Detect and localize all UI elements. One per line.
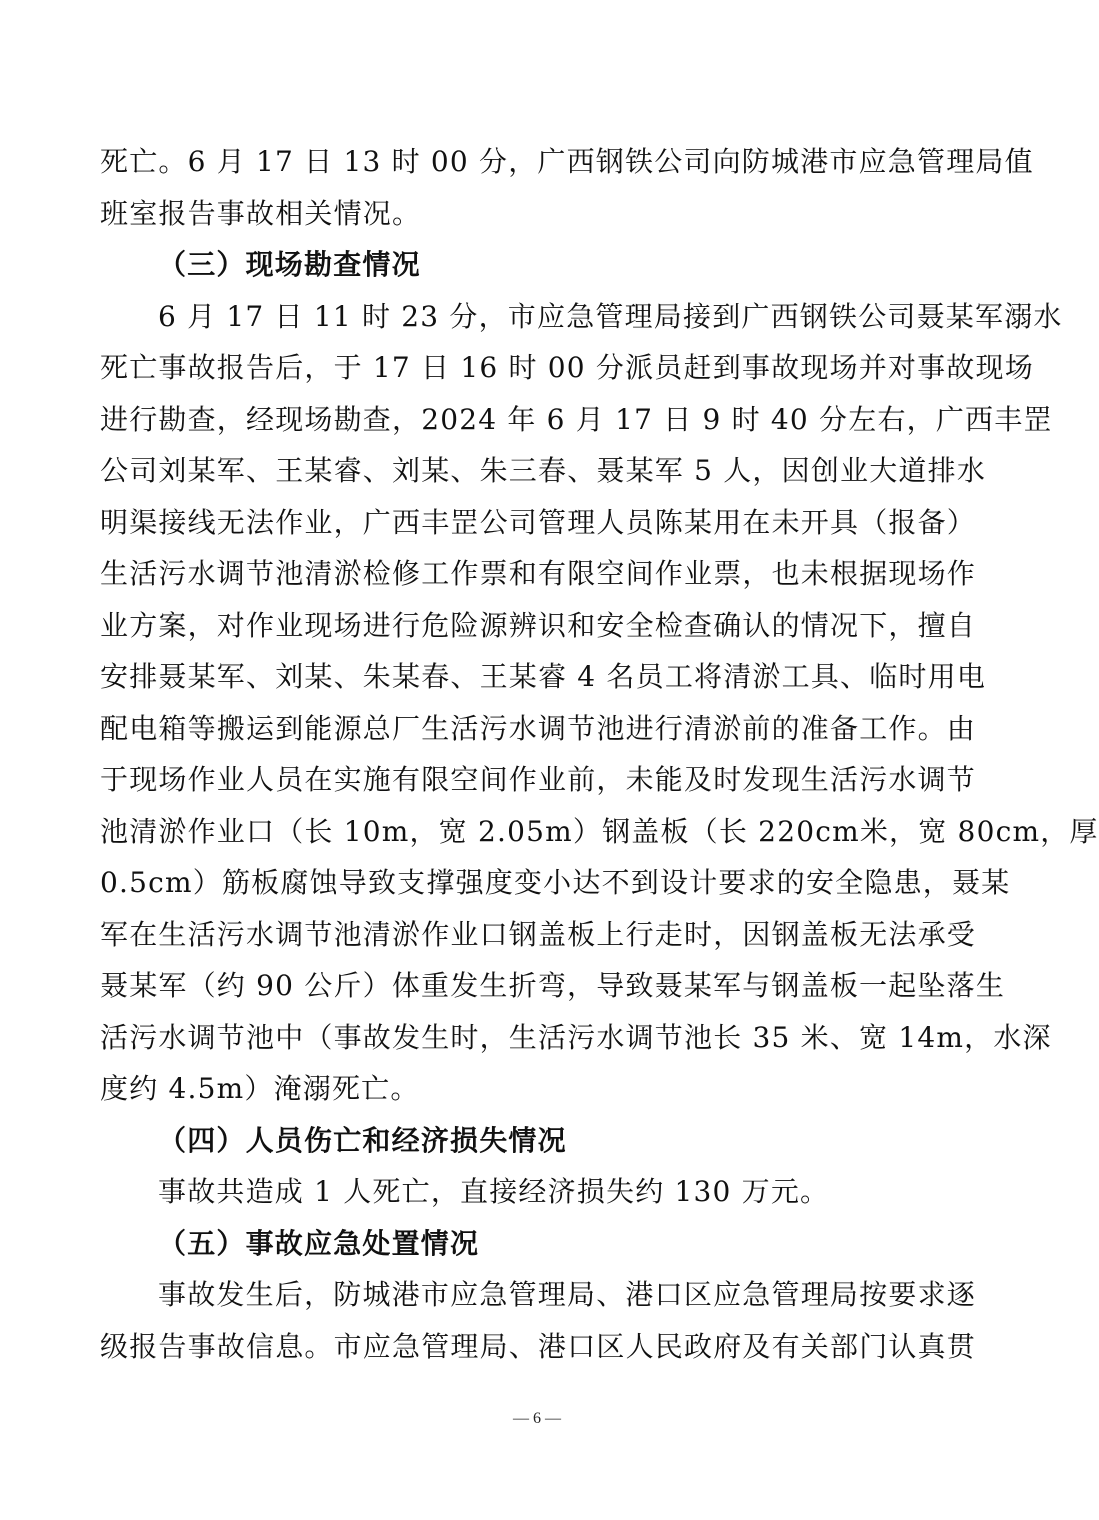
page-number: — 6 — [513, 1410, 561, 1427]
section-heading: （四）人员伤亡和经济损失情况 [158, 1123, 567, 1157]
text-line: 度约 4.5m）淹溺死亡。 [100, 1072, 420, 1105]
text-line: 明渠接线无法作业，广西丰罡公司管理人员陈某用在未开具（报备） [100, 505, 977, 539]
text-line: 死亡事故报告后，于 17 日 16 时 00 分派员赶到事故现场并对事故现场 [100, 351, 1034, 384]
text-line: 活污水调节池中（事故发生时，生活污水调节池长 35 米、宽 14m，水深 [100, 1020, 1052, 1054]
text-line: 安排聂某军、刘某、朱某春、王某睿 4 名员工将清淤工具、临时用电 [100, 660, 987, 693]
section-heading: （三）现场勘查情况 [158, 248, 421, 281]
text-line: 池清淤作业口（长 10m，宽 2.05m）钢盖板（长 220cm米，宽 80cm，厚 [100, 814, 1099, 848]
section-heading: （五）事故应急处置情况 [158, 1226, 480, 1260]
text-line: 6 月 17 日 11 时 23 分，市应急管理局接到广西钢铁公司聂某军溺水 [158, 299, 1063, 333]
text-line: 死亡。6 月 17 日 13 时 00 分，广西钢铁公司向防城港市应急管理局值 [100, 145, 1034, 178]
text-line: 聂某军（约 90 公斤）体重发生折弯，导致聂某军与钢盖板一起坠落生 [100, 969, 1006, 1002]
text-line: 进行勘查，经现场勘查，2024 年 6 月 17 日 9 时 40 分左右，广西丰罡 [100, 402, 1053, 436]
text-line: 事故发生后，防城港市应急管理局、港口区应急管理局按要求逐 [158, 1278, 976, 1311]
text-line: 配电箱等搬运到能源总厂生活污水调节池进行清淤前的准备工作。由 [100, 711, 977, 745]
text-line: 生活污水调节池清淤检修工作票和有限空间作业票，也未根据现场作 [100, 557, 977, 590]
text-line: 级报告事故信息。市应急管理局、港口区人民政府及有关部门认真贯 [100, 1329, 977, 1363]
document-page [100, 136, 1099, 1372]
text-line: 军在生活污水调节池清淤作业口钢盖板上行走时，因钢盖板无法承受 [100, 917, 977, 951]
text-line: 于现场作业人员在实施有限空间作业前，未能及时发现生活污水调节 [100, 763, 977, 796]
text-line: 事故共造成 1 人死亡，直接经济损失约 130 万元。 [158, 1175, 830, 1208]
text-line: 班室报告事故相关情况。 [100, 196, 422, 230]
text-line: 业方案，对作业现场进行危险源辨识和安全检查确认的情况下，擅自 [100, 608, 977, 642]
text-line: 0.5cm）筋板腐蚀导致支撑强度变小达不到设计要求的安全隐患，聂某 [100, 866, 1011, 899]
text-line: 公司刘某军、王某睿、刘某、朱三春、聂某军 5 人，因创业大道排水 [100, 454, 987, 487]
